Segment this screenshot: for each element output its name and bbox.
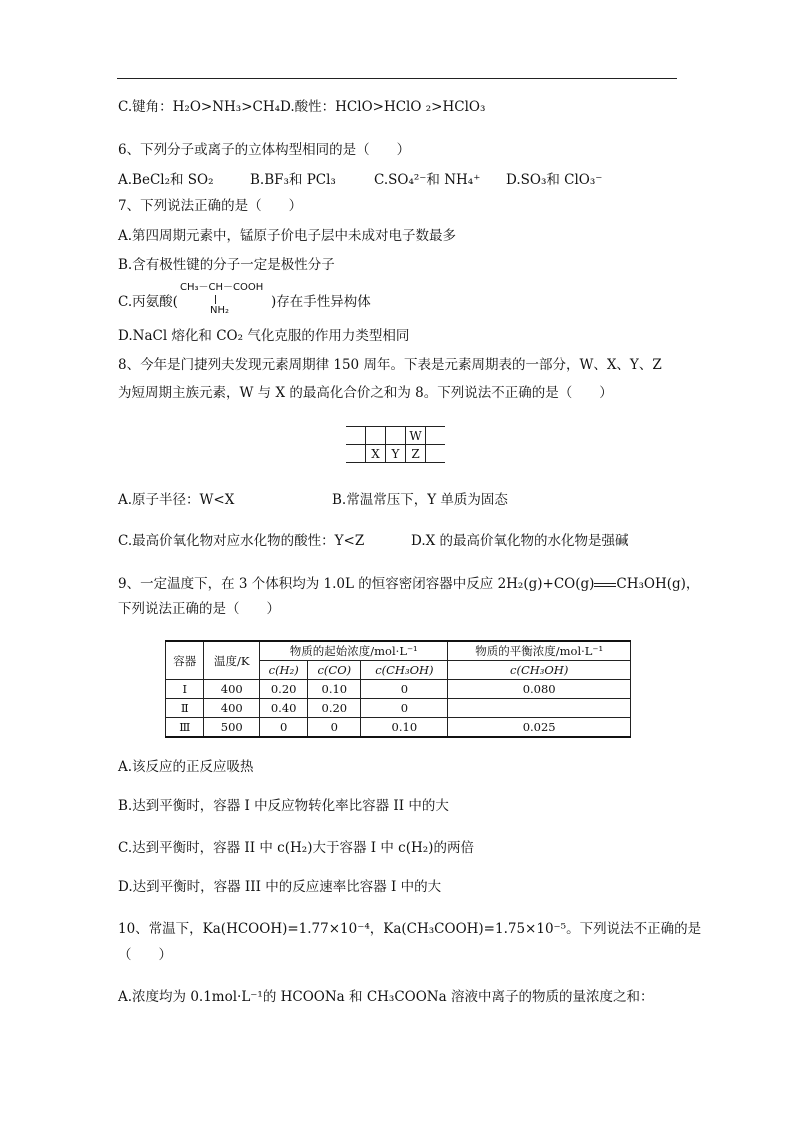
- q9-stem-pre: 9、一定温度下，在 3 个体积均为 1.0L 的恒容密闭容器中反应 2H₂(g)+CO(g): [118, 576, 595, 592]
- q7-option-b: B.含有极性键的分子一定是极性分子: [118, 257, 335, 273]
- cell: Ⅰ: [166, 680, 204, 699]
- cell: 400: [204, 680, 260, 699]
- pt-cell-w: W: [406, 427, 426, 445]
- pt-cell: [386, 427, 406, 445]
- table-row: [166, 718, 631, 738]
- th-equilibrium: 物质的平衡浓度/mol·L⁻¹: [448, 641, 631, 661]
- q9-stem-line1: [118, 575, 699, 593]
- cell: 0.40: [260, 699, 308, 718]
- q9-option-b: B.达到平衡时，容器 I 中反应物转化率比容器 II 中的大: [118, 798, 449, 814]
- cell: 0.10: [361, 718, 448, 738]
- q10-option-a: A.浓度均为 0.1mol·L⁻¹的 HCOONa 和 CH₃COONa 溶液中离子的物质的量浓度之和：: [118, 989, 654, 1005]
- q7-option-c-suffix: )存在手性异构体: [271, 294, 371, 310]
- pt-cell: [426, 445, 446, 463]
- pt-cell-z: Z: [406, 445, 426, 463]
- q8-option-c: C.最高价氧化物对应水化物的酸性：Y<Z: [118, 533, 365, 549]
- alanine-bond: [215, 295, 216, 304]
- q7-option-d: D.NaCl 熔化和 CO₂ 气化克服的作用力类型相同: [118, 328, 410, 344]
- cell: 0: [361, 699, 448, 718]
- q6-option-b: B.BF₃和 PCl₃: [250, 172, 336, 188]
- th-ch2: c(H₂): [260, 661, 308, 680]
- cell: 0: [308, 718, 361, 738]
- q6-option-d: D.SO₃和 ClO₃⁻: [506, 172, 603, 188]
- q8-option-b: B.常温常压下，Y 单质为固态: [332, 492, 508, 508]
- q7-option-a: A.第四周期元素中，锰原子价电子层中未成对电子数最多: [118, 228, 457, 244]
- q9-stem-line2: 下列说法正确的是（ ）: [118, 601, 280, 617]
- q8-stem-line1: 8、今年是门捷列夫发现元素周期律 150 周年。下表是元素周期表的一部分，W、X、Y、Z: [118, 357, 662, 373]
- th-cco: c(CO): [308, 661, 361, 680]
- cell: [448, 699, 631, 718]
- th-container: 容器: [166, 641, 204, 680]
- pt-cell-x: X: [366, 445, 386, 463]
- q6-option-a: A.BeCl₂和 SO₂: [118, 172, 214, 188]
- cell: 400: [204, 699, 260, 718]
- cell: Ⅱ: [166, 699, 204, 718]
- cell: 0.20: [260, 680, 308, 699]
- pt-cell: [346, 427, 366, 445]
- th-cch3oh-eq: c(CH₃OH): [448, 661, 631, 680]
- th-initial: 物质的起始浓度/mol·L⁻¹: [260, 641, 448, 661]
- th-cch3oh: c(CH₃OH): [361, 661, 448, 680]
- pt-cell-y: Y: [386, 445, 406, 463]
- pt-cell: [426, 427, 446, 445]
- cell: 0: [260, 718, 308, 738]
- q8-stem-line2: 为短周期主族元素，W 与 X 的最高化合价之和为 8。下列说法不正确的是（ ）: [118, 385, 613, 401]
- cell: 0.10: [308, 680, 361, 699]
- equilibrium-arrow-icon: [594, 581, 616, 589]
- pt-cell: [346, 445, 366, 463]
- cell: 500: [204, 718, 260, 738]
- q10-stem-line2: （ ）: [118, 947, 172, 963]
- q9-option-c: C.达到平衡时，容器 II 中 c(H₂)大于容器 I 中 c(H₂)的两倍: [118, 840, 474, 856]
- pt-cell: [366, 427, 386, 445]
- q8-option-a: A.原子半径：W<X: [118, 492, 235, 508]
- th-temp: 温度/K: [204, 641, 260, 680]
- q9-option-a: A.该反应的正反应吸热: [118, 759, 254, 775]
- q6-stem: 6、下列分子或离子的立体构型相同的是（ ）: [118, 142, 411, 158]
- periodic-table-fragment: [346, 426, 445, 463]
- alanine-top: CH₃－CH－COOH: [180, 282, 264, 293]
- q8-option-d: D.X 的最高价氧化物的水化物是强碱: [411, 533, 629, 549]
- table-row: [166, 699, 631, 718]
- cell: 0.080: [448, 680, 631, 699]
- q5-option-c: C.键角：H₂O>NH₃>CH₄D.酸性：HClO>HClO ₂>HClO₃: [118, 99, 486, 115]
- cell: 0.025: [448, 718, 631, 738]
- q6-option-c: C.SO₄²⁻和 NH₄⁺: [374, 172, 481, 188]
- cell: 0: [361, 680, 448, 699]
- q9-stem-post: CH₃OH(g)，: [616, 576, 700, 592]
- table-row: [166, 680, 631, 699]
- cell: Ⅲ: [166, 718, 204, 738]
- q7-option-c-prefix: C.丙氨酸(: [118, 294, 178, 310]
- equilibrium-table: [165, 640, 631, 738]
- alanine-amine: NH₂: [210, 305, 230, 316]
- q10-stem-line1: 10、常温下，Ka(HCOOH)=1.77×10⁻⁴，Ka(CH₃COOH)=1.75×10⁻⁵。下列说法不正确的是: [118, 921, 702, 937]
- q7-stem: 7、下列说法正确的是（ ）: [118, 198, 303, 214]
- header-rule: [117, 78, 677, 79]
- q9-option-d: D.达到平衡时，容器 III 中的反应速率比容器 I 中的大: [118, 879, 442, 895]
- cell: 0.20: [308, 699, 361, 718]
